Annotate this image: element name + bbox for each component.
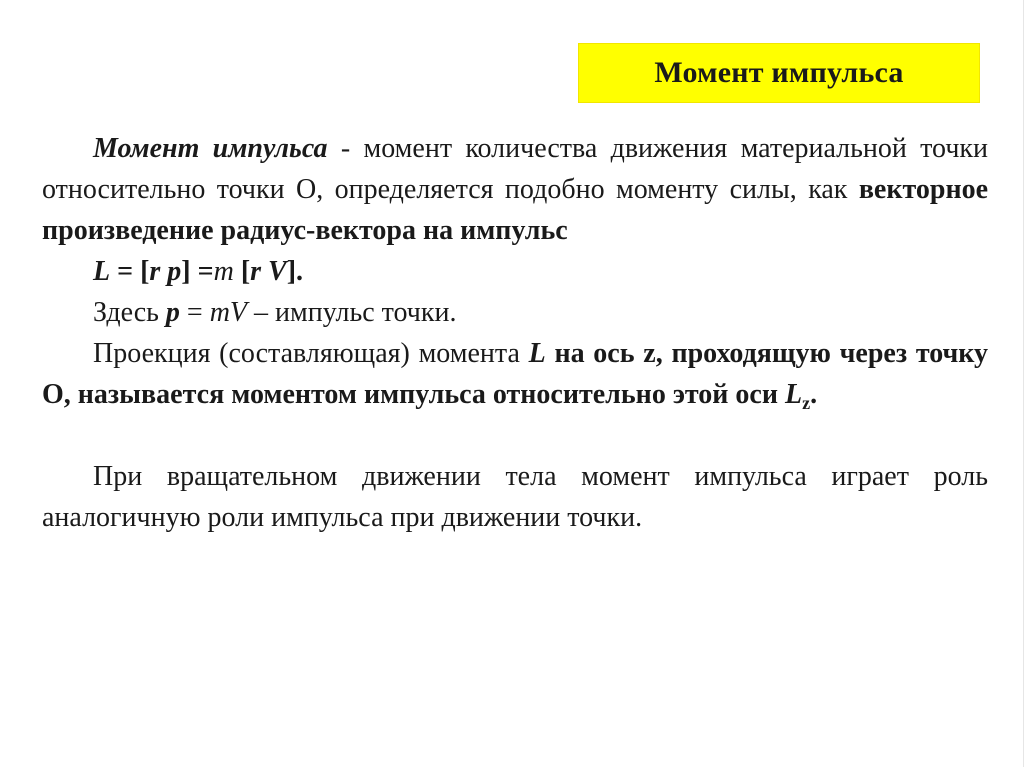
note-prefix: Здесь (93, 297, 166, 328)
definition-dash: - (327, 133, 364, 164)
momentum-note (42, 292, 988, 333)
formula-eq2: ] = (181, 256, 214, 287)
projection-paragraph (42, 333, 988, 415)
rotation-line1: При вращательном движении тела момент импульса играет (93, 461, 909, 492)
slide-title: Момент импульса (654, 56, 904, 89)
formula-close: ]. (286, 256, 304, 287)
note-p: p (165, 297, 180, 328)
formula-V: V (268, 256, 287, 287)
definition-line1-rest: момент количества движения (363, 133, 728, 164)
formula-eq1: = [ (110, 256, 150, 287)
projection-end: . (810, 379, 818, 410)
projection-line2-bold: проходящую через точку О, называется моментом импульса (42, 338, 989, 410)
definition-term: Момент импульса (93, 133, 328, 164)
formula-r: r (149, 256, 161, 287)
projection-subscript-z: z (802, 393, 811, 413)
formula-L: L (93, 256, 111, 287)
rotation-paragraph (42, 456, 988, 538)
formula-p: p (167, 256, 182, 287)
definition-line4-bold: вектора на импульс (315, 215, 568, 246)
projection-L: L (528, 338, 546, 369)
note-suffix: – импульс точки. (247, 297, 457, 328)
note-mV: mV (209, 297, 248, 328)
formula-r2: r (250, 256, 262, 287)
slide-content (42, 128, 988, 538)
title-box (578, 43, 980, 103)
projection-Lz: L (785, 379, 803, 410)
definition-line2: материальной точки относительно точки О, определяется (42, 133, 988, 205)
projection-line1-plain: Проекция (составляющая) момента (93, 338, 529, 369)
projection-line3-bold: относительно этой оси (492, 379, 785, 410)
formula-line: L = [r p] =m [r V]. (93, 256, 304, 287)
note-eq: = (179, 297, 210, 328)
definition-paragraph (42, 128, 988, 251)
definition-line3-bold: векторное произведение радиус- (42, 174, 989, 246)
definition-line3-plain: подобно моменту силы, как (504, 174, 859, 205)
formula-m: m (213, 256, 234, 287)
projection-line1-bold: на ось z, (545, 338, 663, 369)
rotation-line2: роль аналогичную роли импульса при движении точки. (42, 461, 989, 533)
paragraph-spacer (42, 415, 988, 456)
